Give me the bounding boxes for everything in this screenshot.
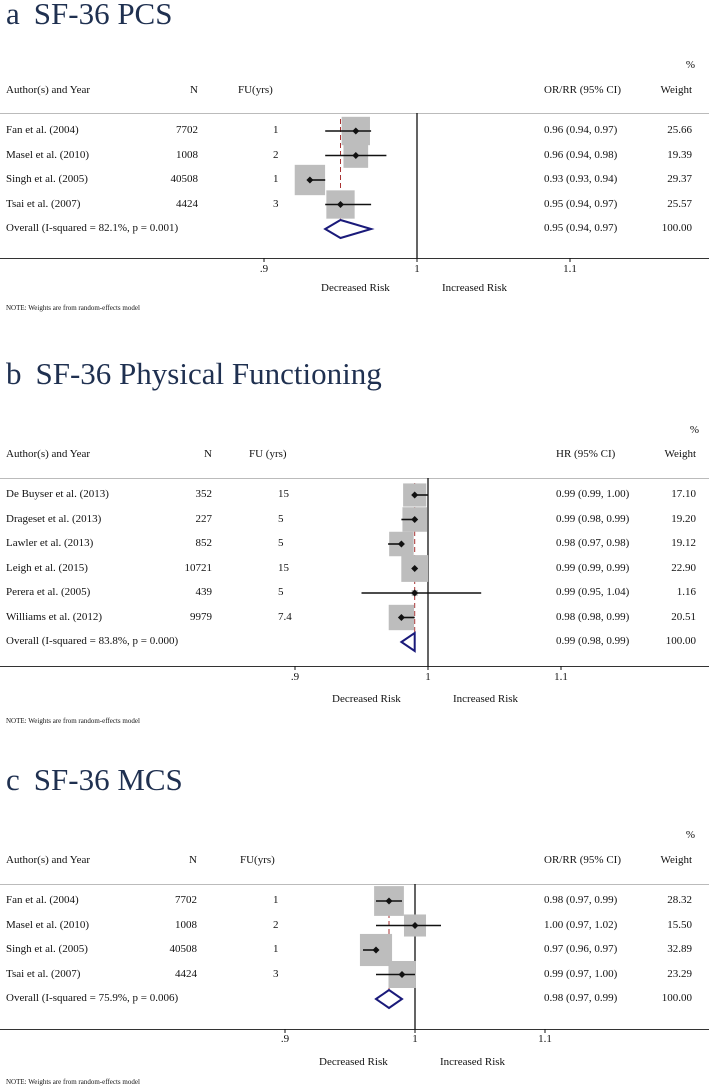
- weight-percent-header: %: [685, 829, 695, 841]
- study-name: Masel et al. (2010): [6, 918, 90, 931]
- study-name: Tsai et al. (2007): [6, 967, 81, 980]
- followup-years: 3: [273, 967, 279, 980]
- study-weight: 25.66: [667, 124, 692, 136]
- study-name: Williams et al. (2012): [6, 610, 103, 623]
- overall-label: Overall (I-squared = 82.1%, p = 0.001): [6, 222, 179, 234]
- study-weight: 23.29: [667, 967, 692, 980]
- study-name: Fan et al. (2004): [6, 124, 79, 136]
- weight-percent-header: %: [689, 424, 699, 436]
- effect-estimate-text: 0.95 (0.94, 0.97): [544, 197, 618, 210]
- weights-note: NOTE: Weights are from random-effects model: [6, 1078, 140, 1086]
- forest-plot-area: [0, 0, 709, 330]
- decreased-risk-label: Decreased Risk: [319, 1056, 388, 1068]
- x-tick-label: .9: [259, 263, 269, 275]
- overall-diamond: [325, 220, 371, 238]
- forest-panel-c: [0, 762, 709, 1088]
- overall-diamond: [376, 990, 402, 1008]
- increased-risk-label: Increased Risk: [440, 1056, 506, 1068]
- effect-estimate-text: 0.99 (0.97, 1.00): [544, 967, 618, 980]
- sample-size: 9979: [190, 610, 212, 623]
- effect-header: HR (95% CI): [556, 448, 616, 460]
- sample-size: 227: [195, 512, 212, 525]
- study-name: Leigh et al. (2015): [6, 561, 88, 574]
- effect-estimate-text: 0.99 (0.95, 1.04): [556, 586, 630, 598]
- study-weight: 17.10: [671, 488, 696, 500]
- study-name: Lawler et al. (2013): [6, 537, 94, 549]
- effect-estimate-text: 0.96 (0.94, 0.98): [544, 148, 618, 161]
- followup-years: 1: [273, 124, 279, 136]
- x-tick-label: 1: [414, 263, 420, 275]
- study-name: Masel et al. (2010): [6, 148, 90, 161]
- study-name: Perera et al. (2005): [6, 586, 91, 598]
- effect-estimate-text: 0.99 (0.98, 0.99): [556, 512, 630, 525]
- sample-size: 7702: [176, 124, 198, 136]
- study-name: Singh et al. (2005): [6, 173, 88, 185]
- increased-risk-label: Increased Risk: [442, 282, 508, 294]
- effect-estimate-text: 0.93 (0.93, 0.94): [544, 173, 618, 185]
- sample-size: 4424: [175, 967, 197, 980]
- followup-years: 3: [273, 197, 279, 210]
- overall-label: Overall (I-squared = 75.9%, p = 0.006): [6, 992, 179, 1004]
- overall-weight: 100.00: [665, 635, 696, 647]
- study-name: Tsai et al. (2007): [6, 197, 81, 210]
- effect-estimate-text: 1.00 (0.97, 1.02): [544, 918, 618, 931]
- weights-note: NOTE: Weights are from random-effects model: [6, 717, 140, 725]
- followup-years: 2: [273, 918, 279, 931]
- sample-size: 4424: [176, 197, 198, 210]
- weight-percent-header: %: [685, 59, 695, 71]
- overall-effect-text: 0.98 (0.97, 0.99): [544, 992, 618, 1004]
- followup-years: 2: [273, 148, 279, 161]
- study-name: Drageset et al. (2013): [6, 512, 102, 525]
- study-weight: 19.20: [671, 512, 696, 525]
- forest-plot-area: [0, 360, 709, 700]
- panel-letter: c: [6, 762, 20, 797]
- forest-panel-a: [0, 0, 709, 330]
- study-weight: 19.12: [671, 537, 696, 549]
- overall-label: Overall (I-squared = 83.8%, p = 0.000): [6, 635, 179, 647]
- sample-size: 10721: [184, 561, 212, 574]
- x-tick-label: 1: [412, 1033, 418, 1045]
- followup-years: 5: [278, 586, 284, 598]
- followup-header: FU (yrs): [249, 448, 287, 460]
- study-weight: 15.50: [667, 918, 692, 931]
- overall-effect-text: 0.99 (0.98, 0.99): [556, 635, 630, 647]
- effect-estimate-text: 0.98 (0.98, 0.99): [556, 610, 630, 623]
- weight-header: Weight: [660, 854, 692, 866]
- effect-estimate-text: 0.99 (0.99, 1.00): [556, 488, 630, 500]
- study-weight: 19.39: [667, 148, 692, 161]
- forest-panel-b: [0, 356, 709, 725]
- followup-years: 5: [278, 537, 284, 549]
- followup-years: 1: [273, 943, 279, 955]
- decreased-risk-label: Decreased Risk: [321, 282, 390, 294]
- x-tick-label: 1: [425, 671, 431, 683]
- study-weight: 22.90: [671, 561, 696, 574]
- study-header: Author(s) and Year: [6, 448, 91, 460]
- increased-risk-label: Increased Risk: [453, 693, 519, 705]
- followup-years: 7.4: [278, 610, 292, 623]
- followup-header: FU(yrs): [240, 854, 275, 866]
- study-weight: 25.57: [667, 197, 692, 210]
- overall-diamond: [401, 633, 414, 651]
- followup-years: 1: [273, 894, 279, 906]
- study-name: Fan et al. (2004): [6, 894, 79, 906]
- effect-header: OR/RR (95% CI): [544, 854, 621, 866]
- study-weight: 32.89: [667, 943, 692, 955]
- followup-years: 15: [278, 561, 289, 574]
- n-header: N: [189, 854, 197, 866]
- followup-years: 15: [278, 488, 289, 500]
- study-header: Author(s) and Year: [6, 854, 91, 866]
- followup-years: 5: [278, 512, 284, 525]
- effect-estimate-text: 0.98 (0.97, 0.99): [544, 894, 618, 906]
- decreased-risk-label: Decreased Risk: [332, 693, 401, 705]
- overall-weight: 100.00: [661, 992, 692, 1004]
- sample-size: 1008: [175, 918, 197, 931]
- study-weight: 29.37: [667, 173, 692, 185]
- effect-estimate-text: 0.98 (0.97, 0.98): [556, 537, 630, 549]
- n-header: N: [204, 448, 212, 460]
- study-header: Author(s) and Year: [6, 84, 91, 96]
- effect-header: OR/RR (95% CI): [544, 84, 621, 96]
- sample-size: 852: [195, 537, 212, 549]
- n-header: N: [190, 84, 198, 96]
- sample-size: 40508: [169, 943, 197, 955]
- sample-size: 1008: [176, 148, 198, 161]
- study-name: Singh et al. (2005): [6, 943, 88, 955]
- followup-years: 1: [273, 173, 279, 185]
- effect-estimate-text: 0.97 (0.96, 0.97): [544, 943, 618, 955]
- x-tick-label: 1.1: [538, 1033, 552, 1045]
- x-tick-label: 1.1: [563, 263, 577, 275]
- panel-letter: b: [6, 356, 22, 391]
- effect-estimate-text: 0.99 (0.99, 0.99): [556, 561, 630, 574]
- x-tick-label: .9: [290, 671, 300, 683]
- panel-letter: a: [6, 0, 20, 31]
- sample-size: 439: [195, 586, 212, 598]
- study-weight: 28.32: [667, 894, 692, 906]
- panel-title-text: SF-36 Physical Functioning: [35, 356, 382, 391]
- sample-size: 40508: [170, 173, 198, 185]
- sample-size: 352: [195, 488, 212, 500]
- weight-header: Weight: [660, 84, 692, 96]
- weight-header: Weight: [664, 448, 696, 460]
- followup-header: FU(yrs): [238, 84, 273, 96]
- study-weight: 1.16: [676, 586, 696, 598]
- effect-estimate-text: 0.96 (0.94, 0.97): [544, 124, 618, 136]
- x-tick-label: .9: [280, 1033, 290, 1045]
- sample-size: 7702: [175, 894, 197, 906]
- overall-effect-text: 0.95 (0.94, 0.97): [544, 222, 618, 234]
- x-tick-label: 1.1: [554, 671, 568, 683]
- panel-title-text: SF-36 MCS: [33, 762, 183, 797]
- study-name: De Buyser et al. (2013): [6, 488, 109, 500]
- study-weight: 20.51: [671, 610, 696, 623]
- panel-title-text: SF-36 PCS: [33, 0, 173, 31]
- overall-weight: 100.00: [661, 222, 692, 234]
- weights-note: NOTE: Weights are from random-effects model: [6, 304, 140, 312]
